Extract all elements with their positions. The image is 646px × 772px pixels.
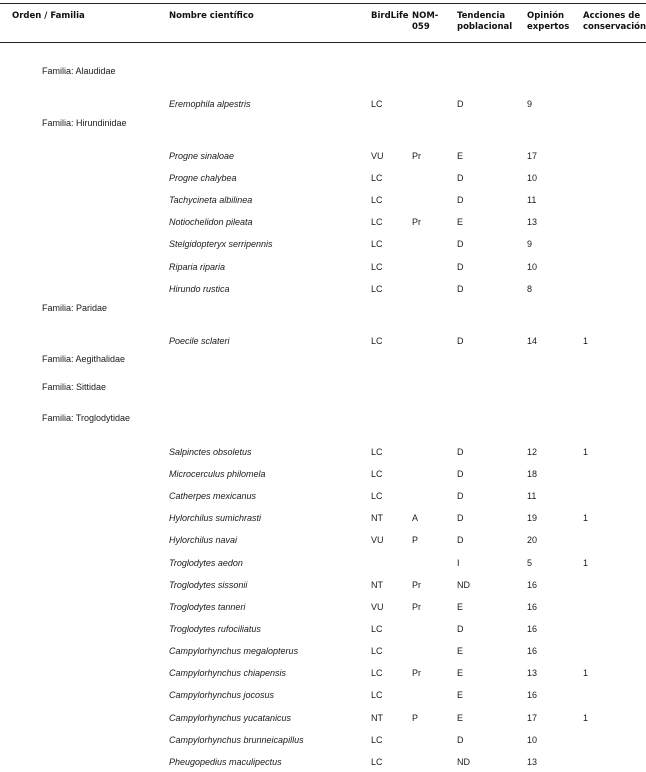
family-row xyxy=(0,380,646,394)
expert-opinion: 11 xyxy=(527,491,537,501)
species-name: Catherpes mexicanus xyxy=(169,491,257,501)
conservation-actions: 1 xyxy=(583,558,589,568)
species-name: Progne sinaloae xyxy=(169,151,235,161)
birdlife-status: NT xyxy=(371,580,383,590)
family-label: Familia: Sittidae xyxy=(42,382,107,392)
conservation-actions: 1 xyxy=(583,513,589,523)
species-row xyxy=(0,711,646,725)
species-row xyxy=(0,171,646,185)
species-name: Campylorhynchus brunneicapillus xyxy=(169,735,304,745)
nom-059-status: A xyxy=(412,513,419,523)
species-name: Campylorhynchus chiapensis xyxy=(169,668,287,678)
nom-059-status: Pr xyxy=(412,668,421,678)
population-trend: D xyxy=(457,447,464,457)
birdlife-status: NT xyxy=(371,713,383,723)
birdlife-status: LC xyxy=(371,217,383,227)
expert-opinion: 16 xyxy=(527,602,538,612)
species-row xyxy=(0,600,646,614)
expert-opinion: 10 xyxy=(527,262,538,272)
header-acciones-line2: conservación xyxy=(583,22,646,32)
birdlife-status: LC xyxy=(371,284,383,294)
population-trend: E xyxy=(457,602,464,612)
species-row xyxy=(0,334,646,348)
population-trend: D xyxy=(457,491,464,501)
species-row xyxy=(0,445,646,459)
family-label: Familia: Troglodytidae xyxy=(42,413,131,423)
population-trend: E xyxy=(457,668,464,678)
species-row xyxy=(0,755,646,769)
species-name: Progne chalybea xyxy=(169,173,237,183)
birdlife-status: LC xyxy=(371,262,383,272)
expert-opinion: 16 xyxy=(527,646,538,656)
birdlife-status: LC xyxy=(371,491,383,501)
expert-opinion: 10 xyxy=(527,173,538,183)
species-row xyxy=(0,260,646,274)
expert-opinion: 16 xyxy=(527,580,538,590)
species-name: Microcerculus philomela xyxy=(169,469,266,479)
birdlife-status: LC xyxy=(371,757,383,767)
birdlife-status: LC xyxy=(371,173,383,183)
family-label: Familia: Hirundinidae xyxy=(42,118,127,128)
population-trend: ND xyxy=(457,580,470,590)
population-trend: D xyxy=(457,513,464,523)
species-name: Stelgidopteryx serripennis xyxy=(169,239,273,249)
family-row xyxy=(0,64,646,78)
species-row xyxy=(0,282,646,296)
table-header-rule xyxy=(0,42,646,43)
birdlife-status: VU xyxy=(371,602,384,612)
conservation-actions: 1 xyxy=(583,668,589,678)
expert-opinion: 9 xyxy=(527,99,533,109)
population-trend: D xyxy=(457,336,464,346)
expert-opinion: 17 xyxy=(527,713,538,723)
population-trend: D xyxy=(457,735,464,745)
species-row xyxy=(0,556,646,570)
header-nombre-cientifico: Nombre científico xyxy=(169,11,254,21)
species-name: Troglodytes tanneri xyxy=(169,602,246,612)
nom-059-status: Pr xyxy=(412,580,421,590)
expert-opinion: 12 xyxy=(527,447,538,457)
family-row xyxy=(0,352,646,366)
species-row xyxy=(0,733,646,747)
species-name: Tachycineta albilinea xyxy=(169,195,253,205)
species-name: Hirundo rustica xyxy=(169,284,230,294)
header-tendencia-line2: poblacional xyxy=(457,22,513,32)
species-row xyxy=(0,237,646,251)
population-trend: D xyxy=(457,624,464,634)
species-row xyxy=(0,97,646,111)
population-trend: E xyxy=(457,217,464,227)
population-trend: I xyxy=(457,558,460,568)
population-trend: ND xyxy=(457,757,470,767)
header-nom-line2: 059 xyxy=(412,22,430,32)
birdlife-status: LC xyxy=(371,735,383,745)
species-name: Troglodytes rufociliatus xyxy=(169,624,261,634)
birdlife-status: LC xyxy=(371,336,383,346)
header-tendencia xyxy=(457,11,512,33)
birdlife-status: LC xyxy=(371,668,383,678)
species-name: Campylorhynchus jocosus xyxy=(169,690,275,700)
conservation-actions: 1 xyxy=(583,447,589,457)
family-row xyxy=(0,116,646,130)
family-row xyxy=(0,411,646,425)
header-nom-059 xyxy=(412,11,438,33)
expert-opinion: 5 xyxy=(527,558,533,568)
species-name: Hylorchilus sumichrasti xyxy=(169,513,262,523)
header-opinion-line2: expertos xyxy=(527,22,570,32)
expert-opinion: 8 xyxy=(527,284,533,294)
header-nom-line1: NOM- xyxy=(412,11,439,21)
family-label: Familia: Paridae xyxy=(42,303,108,313)
birdlife-status: LC xyxy=(371,195,383,205)
species-row xyxy=(0,489,646,503)
species-row xyxy=(0,467,646,481)
birdlife-status: VU xyxy=(371,535,384,545)
population-trend: D xyxy=(457,99,464,109)
birdlife-status: LC xyxy=(371,239,383,249)
nom-059-status: P xyxy=(412,713,419,723)
header-acciones-line1: Acciones de xyxy=(583,11,641,21)
expert-opinion: 16 xyxy=(527,690,538,700)
nom-059-status: P xyxy=(412,535,419,545)
species-row xyxy=(0,622,646,636)
birdlife-status: NT xyxy=(371,513,383,523)
expert-opinion: 13 xyxy=(527,217,538,227)
header-opinion-line1: Opinión xyxy=(527,11,565,21)
table-top-rule xyxy=(0,3,646,4)
birdlife-status: LC xyxy=(371,469,383,479)
expert-opinion: 10 xyxy=(527,735,538,745)
species-row xyxy=(0,215,646,229)
species-name: Notiochelidon pileata xyxy=(169,217,253,227)
family-label: Familia: Aegithalidae xyxy=(42,354,126,364)
header-birdlife: BirdLife xyxy=(371,11,409,21)
expert-opinion: 9 xyxy=(527,239,533,249)
species-name: Pheugopedius maculipectus xyxy=(169,757,282,767)
species-name: Campylorhynchus yucatanicus xyxy=(169,713,292,723)
conservation-actions: 1 xyxy=(583,713,589,723)
expert-opinion: 19 xyxy=(527,513,538,523)
population-trend: E xyxy=(457,646,464,656)
expert-opinion: 16 xyxy=(527,624,538,634)
species-row xyxy=(0,533,646,547)
header-orden-familia: Orden / Familia xyxy=(12,11,85,21)
population-trend: E xyxy=(457,151,464,161)
species-name: Eremophila alpestris xyxy=(169,99,251,109)
population-trend: D xyxy=(457,239,464,249)
population-trend: D xyxy=(457,195,464,205)
species-name: Poecile sclateri xyxy=(169,336,230,346)
population-trend: D xyxy=(457,535,464,545)
birdlife-status: VU xyxy=(371,151,384,161)
expert-opinion: 13 xyxy=(527,757,538,767)
header-tendencia-line1: Tendencia xyxy=(457,11,506,21)
family-row xyxy=(0,301,646,315)
family-label: Familia: Alaudidae xyxy=(42,66,116,76)
population-trend: E xyxy=(457,713,464,723)
expert-opinion: 13 xyxy=(527,668,538,678)
expert-opinion: 11 xyxy=(527,195,537,205)
header-opinion xyxy=(527,11,569,33)
nom-059-status: Pr xyxy=(412,602,421,612)
birdlife-status: LC xyxy=(371,447,383,457)
species-row xyxy=(0,666,646,680)
species-name: Hylorchilus navai xyxy=(169,535,238,545)
species-row xyxy=(0,511,646,525)
population-trend: E xyxy=(457,690,464,700)
population-trend: D xyxy=(457,469,464,479)
nom-059-status: Pr xyxy=(412,151,421,161)
species-name: Salpinctes obsoletus xyxy=(169,447,252,457)
conservation-actions: 1 xyxy=(583,336,589,346)
header-acciones xyxy=(583,11,646,33)
species-row xyxy=(0,688,646,702)
species-name: Troglodytes aedon xyxy=(169,558,243,568)
birdlife-status: LC xyxy=(371,624,383,634)
species-name: Campylorhynchus megalopterus xyxy=(169,646,299,656)
species-row xyxy=(0,644,646,658)
birdlife-status: LC xyxy=(371,646,383,656)
species-row xyxy=(0,193,646,207)
nom-059-status: Pr xyxy=(412,217,421,227)
birdlife-status: LC xyxy=(371,690,383,700)
expert-opinion: 14 xyxy=(527,336,538,346)
population-trend: D xyxy=(457,262,464,272)
population-trend: D xyxy=(457,173,464,183)
species-name: Troglodytes sissonii xyxy=(169,580,248,590)
species-name: Riparia riparia xyxy=(169,262,226,272)
expert-opinion: 17 xyxy=(527,151,538,161)
species-row xyxy=(0,149,646,163)
population-trend: D xyxy=(457,284,464,294)
expert-opinion: 20 xyxy=(527,535,538,545)
expert-opinion: 18 xyxy=(527,469,538,479)
birdlife-status: LC xyxy=(371,99,383,109)
species-row xyxy=(0,578,646,592)
